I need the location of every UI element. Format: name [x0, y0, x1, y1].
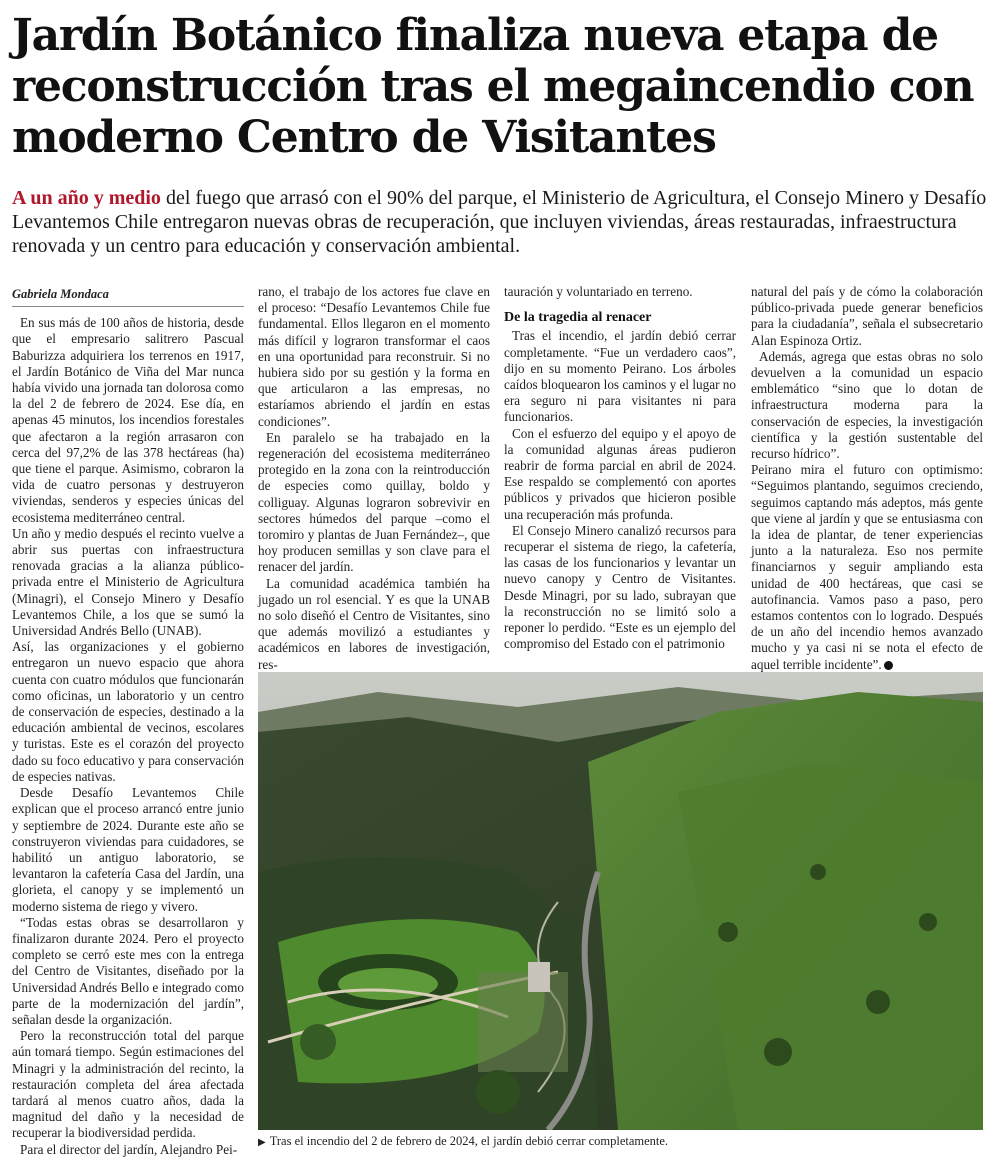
column-2	[258, 284, 490, 673]
col3-paragraph-4: El Consejo Minero canalizó recursos para recuperar el sistema de riego, la cafetería, las casas de los funcionarios y levantar un nuevo canopy y Centro de Visitantes. Desde Minagri, por su lado, subrayan que la reconstrucción no se limitó solo a reponer lo perdido. “Este es un ejemplo del compromiso del Estado con el patrimonio	[504, 522, 736, 652]
lead-paragraph	[12, 186, 987, 258]
aerial-photo	[258, 672, 983, 1130]
col1-paragraph-4: Desde Desafío Levantemos Chile explican que el proceso arrancó entre junio y septiembre de 2024. Durante este año se construyeron viviendas para cuidadores, se habilitó un antiguo laboratorio, se levantaron la cafetería Casa del Jardín, una glorieta, el canopy y se implementó un moderno sistema de riego y vivero.	[12, 785, 244, 914]
headline: Jardín Botánico finaliza nueva etapa de reconstrucción tras el megaincendio con moderno Centro de Visitantes	[12, 10, 974, 163]
column-4	[751, 284, 983, 673]
lead-kicker: A un año y medio	[12, 187, 161, 209]
col1-paragraph-6: Pero la reconstrucción total del parque aún tomará tiempo. Según estimaciones del Minagri y la administración del recinto, la restauración completa del área afectada tardará al menos cuatro años, dada la magnitud del daño y la necesidad de recuperar la biodiversidad perdida.	[12, 1028, 244, 1141]
col3-paragraph-2: Tras el incendio, el jardín debió cerrar completamente. “Fue un verdadero caos”, dijo en su momento Peirano. Los árboles caídos bloquearon los caminos y el lugar no era seguro ni para visitantes ni para funcionarios.	[504, 328, 736, 425]
lead-text: del fuego que arrasó con el 90% del parque, el Ministerio de Agricultura, el Consejo Minero y Desafío Levantemos Chile entregaron nuevas obras de recuperación, que incluyen viviendas, áreas restauradas, infraestructura renovada y un centro para educación y conservación ambiental.	[12, 187, 987, 257]
photo-caption	[258, 1134, 983, 1149]
col1-paragraph-2: Un año y medio después el recinto vuelve a abrir sus puertas con infraestructura renovada gracias a la alianza público-privada entre el Ministerio de Agricultura (Minagri), el Consejo Minero y Desafío Levantemos Chile, a los que se sumó la Universidad Andrés Bello (UNAB).	[12, 525, 244, 639]
section-subhead: De la tragedia al renacer	[504, 310, 652, 326]
col4-paragraph-2: Además, agrega que estas obras no solo devuelven a la comunidad un espacio emblemático “sino que lo dotan de infraestructura moderna para la conservación de especies, la investigación científica y la gestión sustentable del recurso hídrico”.	[751, 348, 983, 462]
col1-paragraph-3: Así, las organizaciones y el gobierno entregaron un nuevo espacio que ahora cuenta con cuatro módulos que funcionarán como oficinas, un laboratorio y un centro de conservación de especies, destinado a la educación ambiental de vecinos, escolares y turistas. Este es el corazón del proyecto dado su foco educativo y para conservación de especies nativas.	[12, 639, 244, 784]
col1-paragraph-5: “Todas estas obras se desarrollaron y finalizaron durante 2024. Pero el proyecto completo se cerró este mes con la entrega del Centro de Visitantes, diseñado por la Universidad Andrés Bello e integrado como parte de la modernización del jardín”, señalan desde la organización.	[12, 914, 244, 1027]
column-1	[12, 286, 244, 1158]
col1-paragraph-1: En sus más de 100 años de historia, desde que el empresario salitrero Pascual Baburizza adquiriera los terrenos en 1917, el Jardín Botánico de Viña del Mar nunca había vivido una jornada tan dolorosa como la del 2 de febrero de 2024. Ese día, en apenas 45 minutos, los incendios forestales que afectaron a la región arrasaron con cerca del 97,2% de las 378 hectáreas (ha) que tiene el parque. Asimismo, cobraron la vida de cuatro personas y destruyeron viviendas, senderos y especies únicas del ecosistema mediterráneo central.	[12, 315, 244, 525]
col3-paragraph-1: tauración y voluntariado en terreno.	[504, 284, 693, 299]
col3-paragraph-3: Con el esfuerzo del equipo y el apoyo de la comunidad algunas áreas pudieron reabrir de forma parcial en abril de 2024. Ese respaldo se complementó con aportes públicos y privados que hicieron posible una recuperación más profunda.	[504, 425, 736, 522]
col4-paragraph-1: natural del país y de cómo la colaboración público-privada puede generar beneficios para la ciudadanía”, señala el subsecretario Alan Espinoza Ortiz.	[751, 284, 983, 348]
col2-paragraph-3: La comunidad académica también ha jugado un rol esencial. Y es que la UNAB no solo diseñó el Centro de Visitantes, sino que además movilizó a estudiantes y académicos en labores de investigación, res-	[258, 575, 490, 672]
byline: Gabriela Mondaca	[12, 286, 244, 307]
caption-text: Tras el incendio del 2 de febrero de 2024, el jardín debió cerrar completamente.	[269, 1134, 669, 1148]
col1-paragraph-7: Para el director del jardín, Alejandro Pei-	[20, 1141, 238, 1157]
col4-paragraph-3	[751, 462, 983, 673]
end-mark-icon	[884, 661, 893, 670]
col4-paragraph-3-text: Peirano mira el futuro con optimismo: “Seguimos plantando, seguimos creciendo, seguimos captando más adeptos, más gente que viene al jardín y que se entusiasma con la idea de plantar, de tener experiencias junto a la naturaleza. Eso nos permite financiarnos y seguir ampliando esta unidad de 400 hectáreas, que casi se autofinancia. Vamos paso a paso, pero estamos contentos con lo logrado. Después de un año del incendio hemos avanzado mucho y ya casi ni se nota el efecto de aquel terrible incidente”.	[751, 462, 983, 672]
aerial-photo-illustration	[258, 672, 983, 1130]
col2-paragraph-2: En paralelo se ha trabajado en la regeneración del ecosistema mediterráneo protegido en la zona con la reintroducción de especies como quillay, boldo y colliguay. Algunas lograron sobrevivir en sectores húmedos del parque –como el toromiro y plantas de Juan Fernández–, que hoy producen semillas y son clave para el renacer del jardín.	[258, 429, 490, 575]
caption-triangle-icon: ▶	[258, 1137, 266, 1148]
column-3	[504, 284, 736, 652]
col2-paragraph-1: rano, el trabajo de los actores fue clave en el proceso: “Desafío Levantemos Chile fue fundamental. Ellos llegaron en el momento más difícil y lograron transformar el caos en una oportunidad para reconstruir. Si no hubiera sido por su gestión y la forma en que articularon a las empresas, no estaríamos abriendo el jardín en estas condiciones”.	[258, 284, 490, 429]
